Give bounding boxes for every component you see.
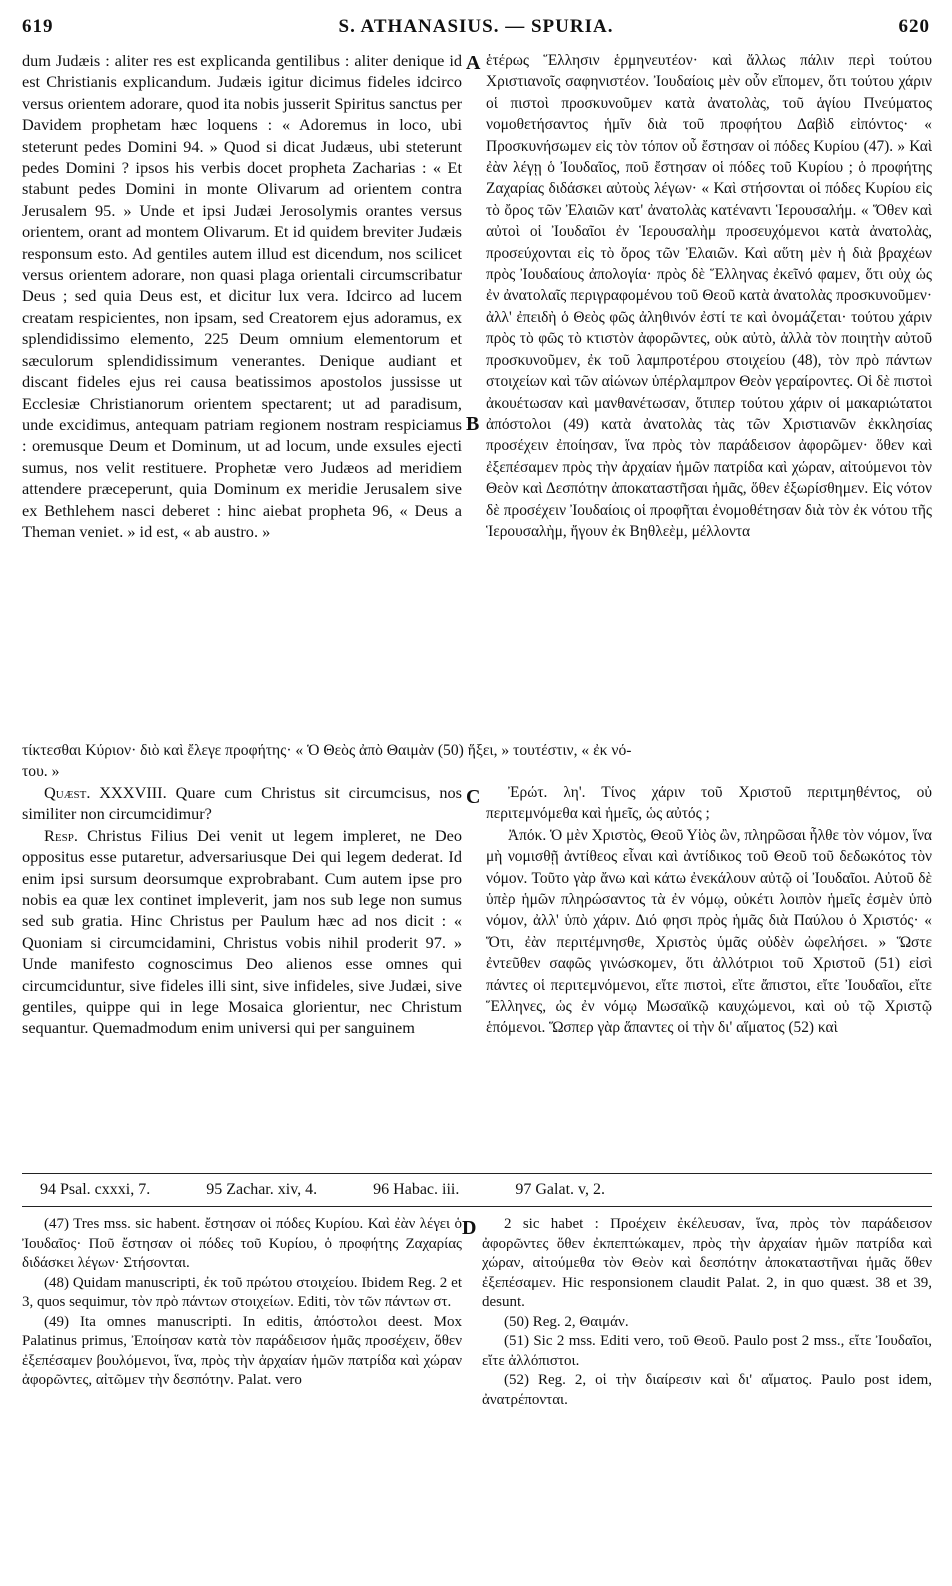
response-latin <box>22 825 462 1039</box>
latin-column-bottom <box>22 782 462 1167</box>
note: (51) Sic 2 mss. Editi vero, τοῦ Θεοῦ. Paulo post 2 mss., εἴτε Ἰουδαῖοι, εἴτε ἀλλόπιστοι. <box>482 1333 932 1369</box>
page-number-right: 620 <box>898 16 930 37</box>
note: (52) Reg. 2, οἱ τὴν διαίρεσιν καὶ δι' αἵματος. Paulo post idem, ἀνατρέπονται. <box>482 1372 932 1408</box>
response-text: Christus Filius Dei venit ut legem impleret, ne Deo oppositus esse putaretur, adversariusque Dei qui legem dederat. Id enim ipsi sursum deorsumque exprobrabant. Cum autem ipse pro nobis ea quæ lex continet impleverit, jam nos sub lege non sumus sed sub gratia. Hinc Christus per Paulum hæc ad nos dicit : « Quoniam si circumcidamini, Christus vobis nihil proderit 97. » Unde manifesto cognoscimus Deo alienos esse omnes qui circumciduntur, sive fideles illi sint, sive infideles, sive Judæi, sive gentiles, quippe qui in lege Mosaica glorientur, nec Christum sequantur. Quemadmodum enim universi qui per sanguinem <box>22 825 462 1038</box>
notes-left-column <box>22 1215 462 1475</box>
note: (47) Tres mss. sic habent. ἔστησαν οἱ πόδες Κυρίου. Καὶ ἐὰν λέγει ὁ Ἰουδαῖος· Ποῦ ἔστησαν οἱ πόδες τοῦ Κυρίου, ὁ προφήτης Ζαχαρίας διδάσκει λέγων· Στήσονται. <box>22 1216 462 1271</box>
question-text: XXXVIII. Quare cum Christus sit circumcisus, nos similiter non circumcidimur? <box>22 783 462 824</box>
margin-marker-c: C <box>466 786 481 808</box>
notes-right-column <box>482 1215 932 1475</box>
question-label: Quæst. <box>44 783 91 802</box>
latin-paragraph: dum Judæis : aliter res est explicanda gentilibus : aliter denique id est Christianis explicandum. Judæis igitur dicimus fideles idcirco versus orientem adorare, quod ita nobis jusserit Spiritus sanctus per Davidem prophetam hæc loquens : « Adoremus in loco, ubi steterunt pedes Domini 94. » Quod si dicat Judæus, ubi steterunt pedes Domini ? ipsos his verbis docet propheta Zacharias : « Et stabunt pedes Domini in monte Olivarum ad orientem contra Jerusalem 95. » Unde et ipsi Judæi Jerosolymis orantes versus orientem, orant ad montem Olivarum. Et id quidem breviter Judæis responsum esto. Ad gentiles autem illud est dicendum, nos scilicet versus orientem adorare, non quasi plaga orientali circumscribatur Deus ; sed quia Deus est, et dicitur lux vera. Idcirco ad lucem creatam respicientes, non ipsam, sed Creatorem ejus adoramus, ex splendidissimo elemento, 225 Deum omnium elementorum et sæculorum splendidissimum venerantes. Denique audiant et discant fideles ejus rei causa beatissimos apostolos jussisse ut Ecclesiæ Christianorum orientem spectarent; ut ad paradisum, unde excidimus, antequam patriam regionem nostram respiciamus : oremusque Deum et Dominum, ut ad locum, unde exsules ejecti sumus, nos velit restituere. Prophetæ vero Judæos ad meridiem attendere præceperunt, quia Dominum ex meridie Jerusalem sive ex Bethlehem nasci deberet : hinc aiebat propheta 96, « Deus a Theman veniet. » id est, « ab austro. » <box>22 51 462 541</box>
question-latin <box>22 782 462 825</box>
greek-paragraph: ἑτέρως Ἕλλησιν ἑρμηνευτέον· καὶ ἄλλως πάλιν περὶ τούτου Χριστιανοῖς σαφηνιστέον. Ἰουδαίοις μὲν οὖν εἴπομεν, ὅτι τούτου χάριν οἱ πιστοὶ προσκυνοῦμεν κατὰ ἀνατολὰς, τοῦ ἁγίου Πνεύματος νομοθετήσαντος ἡμῖν διὰ τοῦ προφήτου Δαβὶδ εἰπόντος· « Προσκυνήσωμεν εἰς τὸν τόπον οὗ ἔστησαν οἱ πόδες Κυρίου (47). » Καὶ ἐὰν λέγῃ ὁ Ἰουδαῖος, ποῦ ἔστησαν οἱ πόδες τοῦ Κυρίου ; ὁ προφήτης Ζαχαρίας διδάσκει αὐτοὺς λέγων· « Καὶ στήσονται οἱ πόδες Κυρίου εἰς τὸ ὄρος τῶν Ἐλαιῶν κατ' ἀνατολὰς κατέναντι Ἱερουσαλήμ. « Ὅθεν καὶ αὐτοὶ οἱ Ἰουδαῖοι ἐν Ἱερουσαλὴμ προσευχόμενοι κατὰ ἀνατολὰς, προσεύχονται εἰς τὸ ὄρος τῶν Ἐλαιῶν. Καὶ αὕτη μὲν ἡ διὰ βραχέων πρὸς Ἰουδαίους ἀπολογία· πρὸς δὲ Ἕλληνας ἐκεῖνό φαμεν, ὅτι οὐχ ὡς ἐν ἀνατολαῖς περιγραφομένου τοῦ Θεοῦ κατὰ ἀνατολὰς προσκυνοῦμεν· ἀλλ' ἐπειδὴ ὁ Θεὸς φῶς ἀληθινόν ἐστί τε καὶ ὀνομάζεται· τούτου χάριν πρὸς τὸ φῶς τὸ κτιστὸν ἀφορῶντες, οὐκ αὐτὸ, ἀλλὰ τὸν ποιητὴν αὐτοῦ προσκυνοῦμεν, ἐκ τοῦ λαμπροτέρου στοιχείου (48), τὸν πρὸ πάντων στοιχείων καὶ τῶν αἰώνων ὑπέρλαμπρον Θεὸν γεραίροντες. Οἱ δὲ πιστοὶ ἀκουέτωσαν καὶ μανθανέτωσαν, ὅτιπερ τούτου χάριν οἱ μακαριώτατοι ἀπόστολοι (49) κατὰ ἀνατολὰς τὰς τῶν Χριστιανῶν ἐκκλησίας προσέχειν ἐποίησαν, ἵνα πρὸς τὸν παράδεισον ἀφορῶμεν· ὅθεν καὶ ἐξεπέσαμεν πρὸς τὴν ἀρχαίαν ἡμῶν πατρίδα καὶ χώραν, αἰτούμενοι τὸν Θεὸν καὶ Δεσπότην ἀποκαταστῆσαι ἡμᾶς, ὅθεν ἐξωρίσθημεν. Εἰς νότον δὲ προσέχειν Ἰουδαίοις οἱ προφῆται ἐνομοθέτησαν διὰ τὸν ἐκ νότου τῆς Ἱερουσαλὴμ, ἤγουν ἐκ Βηθλεὲμ, μέλλοντα <box>486 52 932 540</box>
divider-rule <box>22 1173 932 1174</box>
scripture-references <box>40 1181 920 1199</box>
margin-marker-b: B <box>466 413 480 435</box>
full-line-2: του. » <box>22 763 60 780</box>
note: (48) Quidam manuscripti, ἐκ τοῦ πρώτου στοιχείου. Ibidem Reg. 2 et 3, quos sequimur, τὸν πρὸ πάντων στοιχείων. Editi, τὸν τῶν πάντων στ. <box>22 1274 462 1310</box>
greek-column-top <box>486 50 932 740</box>
note: (49) Ita omnes manuscripti. In editis, ἀπόστολοι deest. Mox Palatinus primus, Ἐποίησαν κατὰ τὸν παράδεισον ἡμᾶς προσέχειν, ὅθεν ἐξεπέσαμεν βουλόμενοι, ἵνα, πρὸς τὴν ἀρχαίαν ἡμῶν πατρίδα καὶ χώραν ἀφορῶντες, αἰτῶμεν τὴν δεσπότην. Palat. vero <box>22 1313 462 1388</box>
reference-item: 96 Habac. iii. <box>373 1181 460 1198</box>
reference-item: 94 Psal. cxxxi, 7. <box>40 1181 151 1198</box>
question-greek: Ἐρώτ. λη'. Τίνος χάριν τοῦ Χριστοῦ περιτμηθέντος, οὐ περιτεμνόμεθα καὶ ἡμεῖς, ὡς αὐτός ; <box>486 784 932 823</box>
divider-rule <box>22 1206 932 1207</box>
running-title: S. ATHANASIUS. — SPURIA. <box>338 16 614 37</box>
full-width-greek-line <box>22 740 932 782</box>
response-greek: Ἀπόκ. Ὁ μὲν Χριστὸς, Θεοῦ Υἱὸς ὢν, πληρῶσαι ἦλθε τὸν νόμον, ἵνα μὴ νομισθῇ ἀντίθεος εἶναι καὶ ἀντίδικος τοῦ Θεοῦ τοῦ δεδωκότος τὸν νόμον. Τοῦτο γὰρ ἄνω καὶ κάτω ἐνεκάλουν αὐτῷ οἱ Ἰουδαῖοι. Αὐτοῦ δὲ ὑπὲρ ἡμῶν πληρώσαντος τὰ ἐν νόμῳ, οὐκέτι λοιπὸν ἡμεῖς ἐσμὲν ὑπὸ νόμον, ἀλλ' ὑπὸ χάριν. Διό φησι πρὸς ἡμᾶς διὰ Παύλου ὁ Χριστός· « Ὅτι, ἐὰν περιτέμνησθε, Χριστὸς ὑμᾶς οὐδὲν ὠφελήσει. » Ὥστε ἐντεῦθεν σαφῶς γινώσκομεν, ὅτι ἀλλότριοι τοῦ Χριστοῦ (51) εἰσὶ πάντες οἱ περιτεμνόμενοι, εἴτε πιστοὶ, εἴτε ἄπιστοι, εἴτε Ἰουδαῖοι, εἴτε Ἕλληνες, ὡς ἐν νόμῳ Μωσαϊκῷ καυχώμενοι, καὶ οὐ τῷ Χριστῷ ἑπόμενοι. Ὥσπερ γὰρ ἅπαντες οἱ τὴν δι' αἵματος (52) καὶ <box>486 826 932 1037</box>
margin-marker-a: A <box>466 52 481 74</box>
note: 2 sic habet : Προέχειν ἐκέλευσαν, ἵνα, πρὸς τὸν παράδεισον ἀφορῶντες ὅθεν ἐκπεπτώκαμεν, πρὸς τὴν ἀρχαίαν ἡμῶν πατρίδα καὶ χώραν, αἰτούμεθα τὸν Θεὸν καὶ δεσπότην ἀποκαταστῆναι ἡμᾶς ὅθεν ἐξεπέσαμεν. Hic responsionem claudit Palat. 2, in quo quæst. 38 et 39, desunt. <box>482 1216 932 1310</box>
page-header <box>22 16 930 42</box>
full-line-1: τίκτεσθαι Κύριον· διὸ καὶ ἔλεγε προφήτης· « Ὁ Θεὸς ἀπὸ Θαιμὰν (50) ἥξει, » τουτέστιν, « ἐκ νό- <box>22 742 632 759</box>
note: (50) Reg. 2, Θαιμάν. <box>504 1313 629 1330</box>
page-number-left: 619 <box>22 16 54 37</box>
response-label: Resp. <box>44 825 78 845</box>
margin-marker-d: D <box>462 1217 477 1239</box>
latin-column-top <box>22 50 462 740</box>
greek-column-bottom <box>486 782 932 1167</box>
reference-item: 95 Zachar. xiv, 4. <box>206 1181 318 1198</box>
reference-item: 97 Galat. v, 2. <box>515 1181 605 1198</box>
